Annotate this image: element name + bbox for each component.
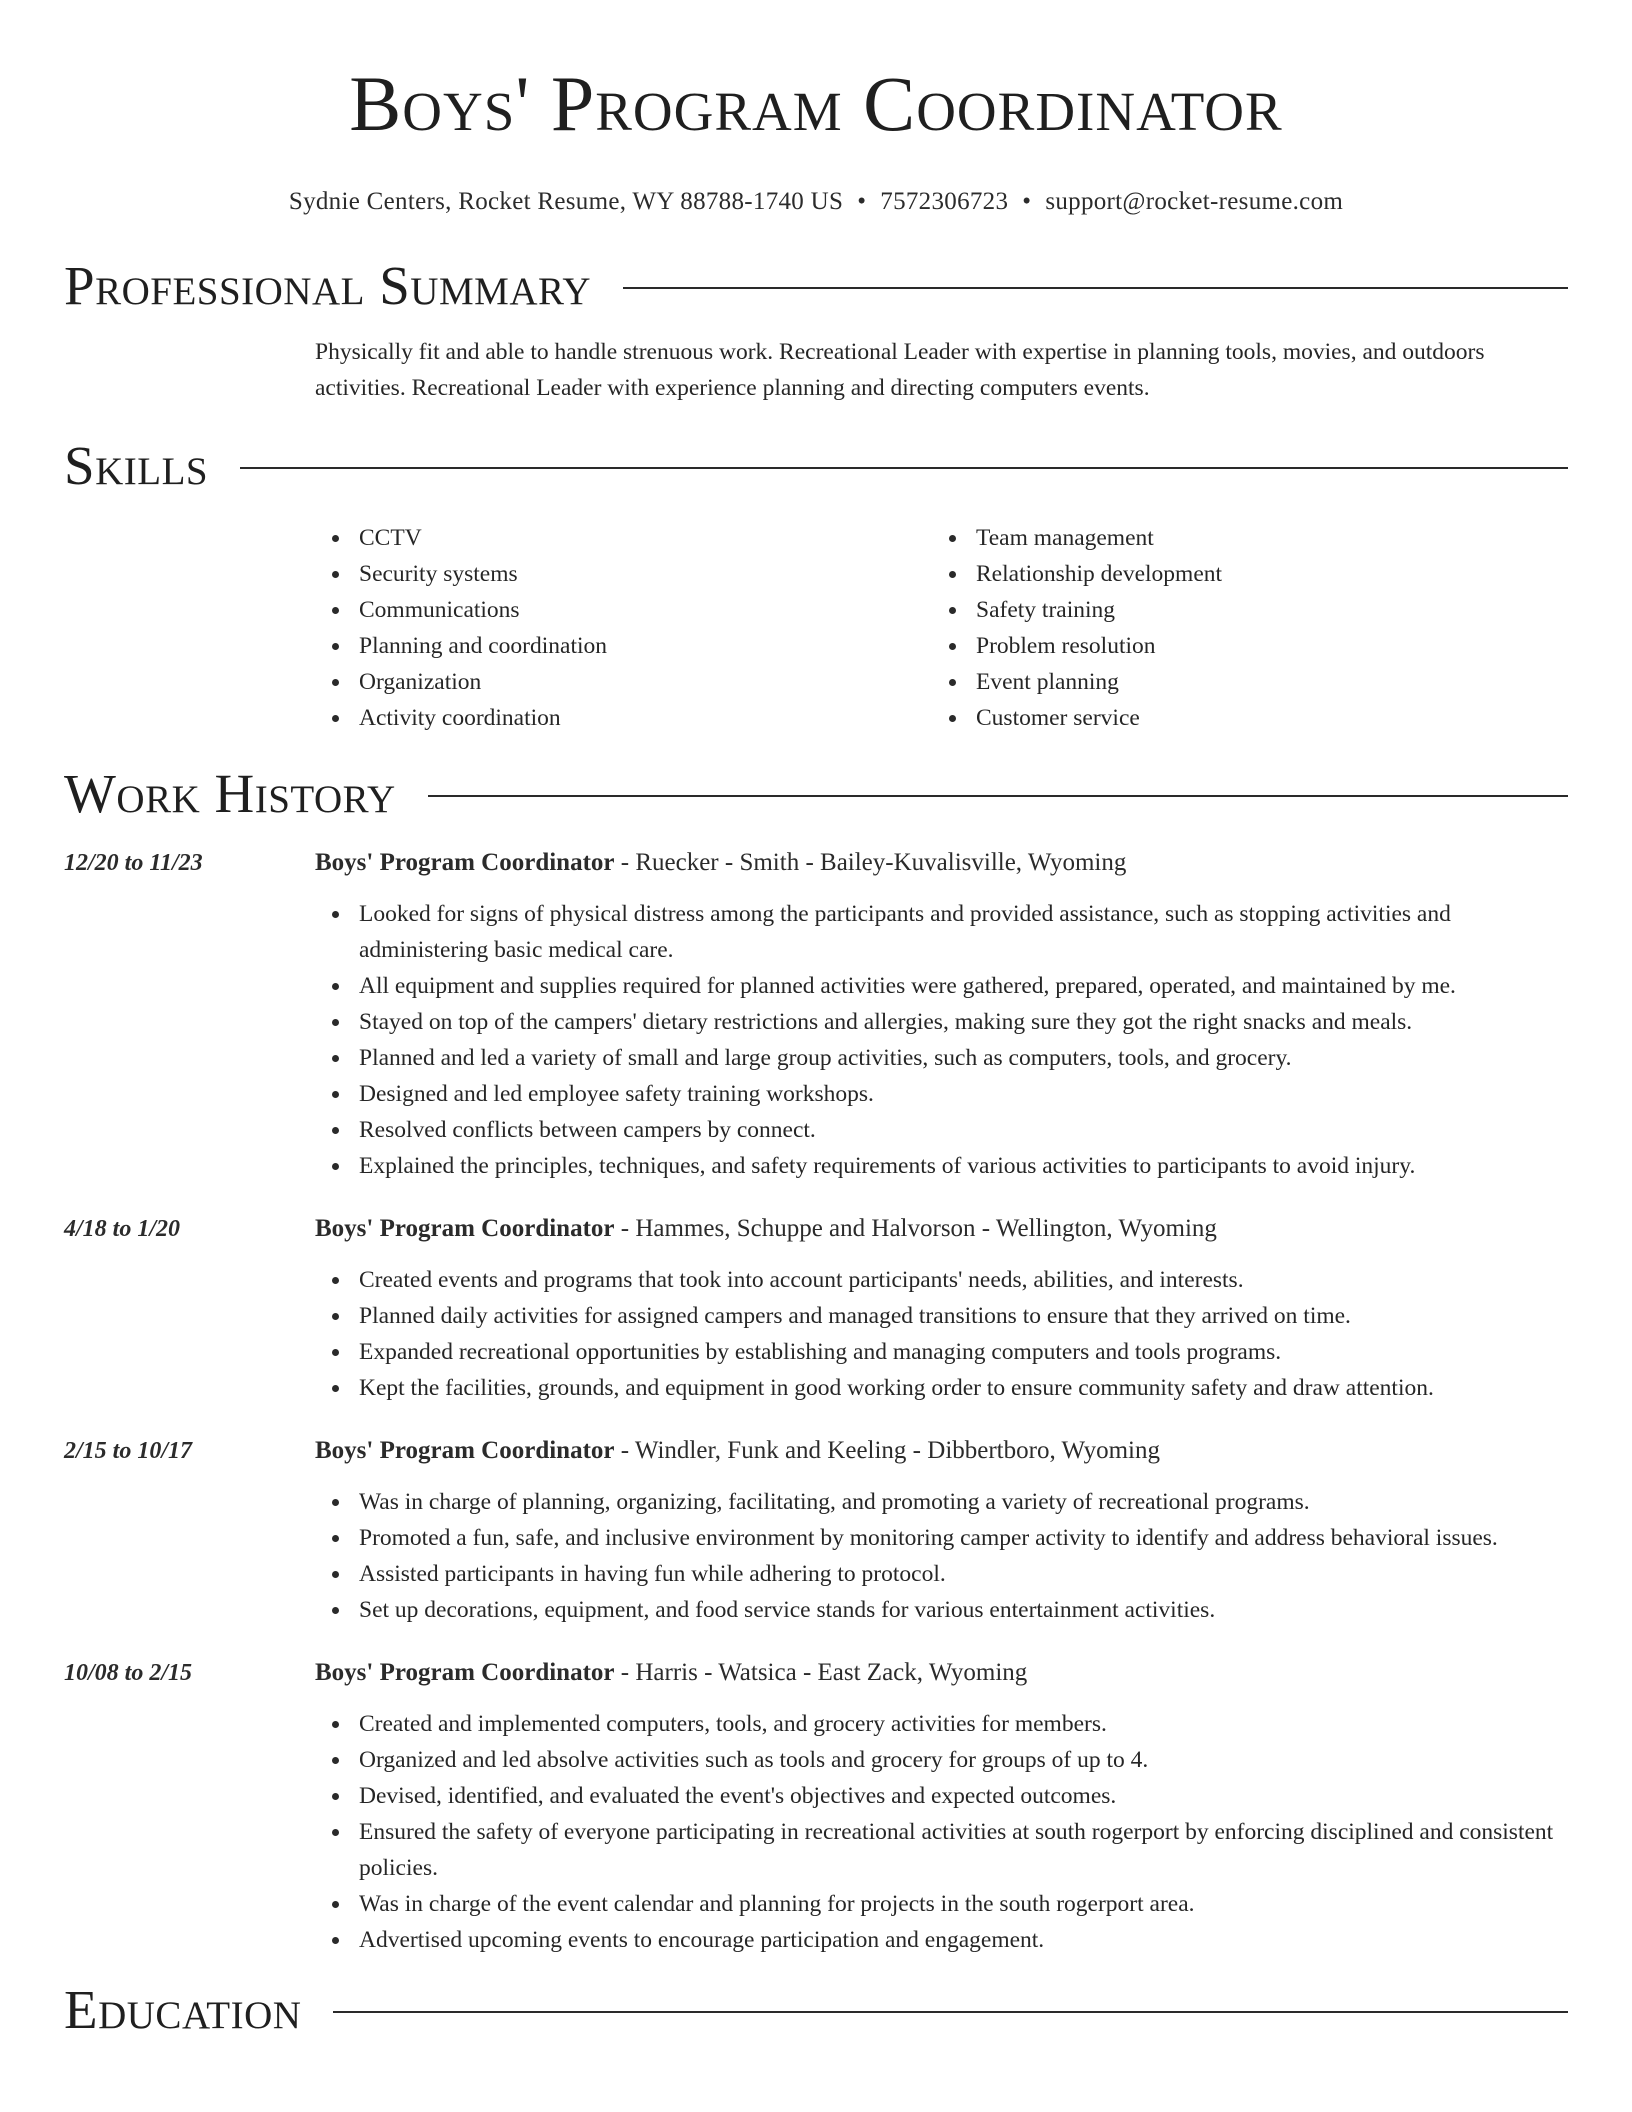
separator-dot: • [857,188,867,215]
skill-item: Team management [932,520,1549,556]
job-bullet: Stayed on top of the campers' dietary restrictions and allergies, making sure they got the right snacks and meals. [315,1004,1568,1040]
skills-column-left [315,520,932,736]
job-title: Boys' Program Coordinator [315,849,615,876]
job-dates: 4/18 to 1/20 [64,1216,181,1242]
work-section-header [64,764,1568,824]
job-bullet: Ensured the safety of everyone participating in recreational activities at south rogerport by enforcing disciplined and consistent policies. [315,1814,1568,1886]
skill-item: CCTV [315,520,932,556]
section-heading: Work History [64,763,396,824]
job-bullet: Expanded recreational opportunities by establishing and managing computers and tools programs. [315,1334,1568,1370]
summary-text: Physically fit and able to handle strenuous work. Recreational Leader with expertise in planning tools, movies, and outdoors activities. Recreational Leader with experience planning and directing computers events. [315,339,1485,401]
job-detail [315,1656,1568,1958]
contact-line [64,188,1568,216]
job-bullet: Looked for signs of physical distress among the participants and provided assistance, such as stopping activities and administering basic medical care. [315,896,1568,968]
resume-name: Boys' Program Coordinator [349,60,1283,147]
job-bullet: Promoted a fun, safe, and inclusive environment by monitoring camper activity to identify and address behavioral issues. [315,1520,1568,1556]
skills-column-right [932,520,1549,736]
skill-item: Event planning [932,664,1549,700]
job-employer: - Hammes, Schuppe and Halvorson - Wellington, Wyoming [614,1215,1217,1242]
job-entry [64,1212,1568,1406]
job-bullet: Kept the facilities, grounds, and equipment in good working order to ensure community safety and draw attention. [315,1370,1568,1406]
phone: 7572306723 [880,188,1009,215]
job-entry [64,1434,1568,1628]
skill-item: Security systems [315,556,932,592]
job-bullet: Planned and led a variety of small and large group activities, such as computers, tools, and grocery. [315,1040,1568,1076]
job-detail [315,1212,1568,1406]
section-divider [623,287,1568,289]
job-detail [315,1434,1568,1628]
skill-item: Safety training [932,592,1549,628]
section-divider [240,467,1568,469]
job-bullet: Planned daily activities for assigned campers and managed transitions to ensure that they arrived on time. [315,1298,1568,1334]
job-title: Boys' Program Coordinator [315,1437,615,1464]
job-dates: 10/08 to 2/15 [64,1660,193,1686]
job-entry [64,846,1568,1184]
skill-item: Communications [315,592,932,628]
skill-item: Activity coordination [315,700,932,736]
job-employer: - Windler, Funk and Keeling - Dibbertboro, Wyoming [614,1437,1160,1464]
job-bullets [315,1706,1568,1958]
job-detail [315,846,1568,1184]
job-title-line [315,1656,1568,1690]
job-bullet: Created and implemented computers, tools, and grocery activities for members. [315,1706,1568,1742]
separator-dot: • [1022,188,1032,215]
skill-item: Customer service [932,700,1549,736]
job-title-line [315,1212,1568,1246]
skill-item: Organization [315,664,932,700]
job-bullet: Created events and programs that took into account participants' needs, abilities, and interests. [315,1262,1568,1298]
job-bullet: Explained the principles, techniques, and safety requirements of various activities to participants to avoid injury. [315,1148,1568,1184]
section-heading: Professional Summary [64,255,592,316]
section-heading: Skills [64,435,209,496]
job-title: Boys' Program Coordinator [315,1659,615,1686]
job-employer: - Harris - Watsica - East Zack, Wyoming [614,1659,1028,1686]
job-title-line [315,1434,1568,1468]
skill-item: Problem resolution [932,628,1549,664]
job-bullet: Designed and led employee safety training workshops. [315,1076,1568,1112]
skills-section-header [64,436,1568,496]
job-dates: 2/15 to 10/17 [64,1438,193,1464]
job-bullets [315,896,1568,1184]
job-bullet: Was in charge of the event calendar and planning for projects in the south rogerport area. [315,1886,1568,1922]
job-title: Boys' Program Coordinator [315,1215,615,1242]
section-heading: Education [64,1979,302,2040]
job-employer: - Ruecker - Smith - Bailey-Kuvalisville, Wyoming [614,849,1127,876]
job-bullet: Set up decorations, equipment, and food service stands for various entertainment activities. [315,1592,1568,1628]
job-bullet: Devised, identified, and evaluated the event's objectives and expected outcomes. [315,1778,1568,1814]
skill-item: Planning and coordination [315,628,932,664]
job-bullets [315,1484,1568,1628]
summary-section-header [64,256,1568,316]
section-divider [333,2011,1568,2013]
skills-list [315,520,1568,736]
job-bullet: Assisted participants in having fun while adhering to protocol. [315,1556,1568,1592]
address: Sydnie Centers, Rocket Resume, WY 88788-1740 US [288,188,844,215]
education-section-header [64,1980,1568,2040]
job-bullet: Organized and led absolve activities such as tools and grocery for groups of up to 4. [315,1742,1568,1778]
job-bullets [315,1262,1568,1406]
job-bullet: Advertised upcoming events to encourage participation and engagement. [315,1922,1568,1958]
job-entry [64,1656,1568,1958]
skill-item: Relationship development [932,556,1549,592]
job-dates: 12/20 to 11/23 [64,850,203,876]
job-bullet: Was in charge of planning, organizing, facilitating, and promoting a variety of recreational programs. [315,1484,1568,1520]
email: support@rocket-resume.com [1045,188,1344,215]
job-title-line [315,846,1568,880]
job-bullet: All equipment and supplies required for planned activities were gathered, prepared, operated, and maintained by me. [315,968,1568,1004]
job-bullet: Resolved conflicts between campers by connect. [315,1112,1568,1148]
section-divider [428,795,1568,797]
work-history-list [64,846,1568,1958]
